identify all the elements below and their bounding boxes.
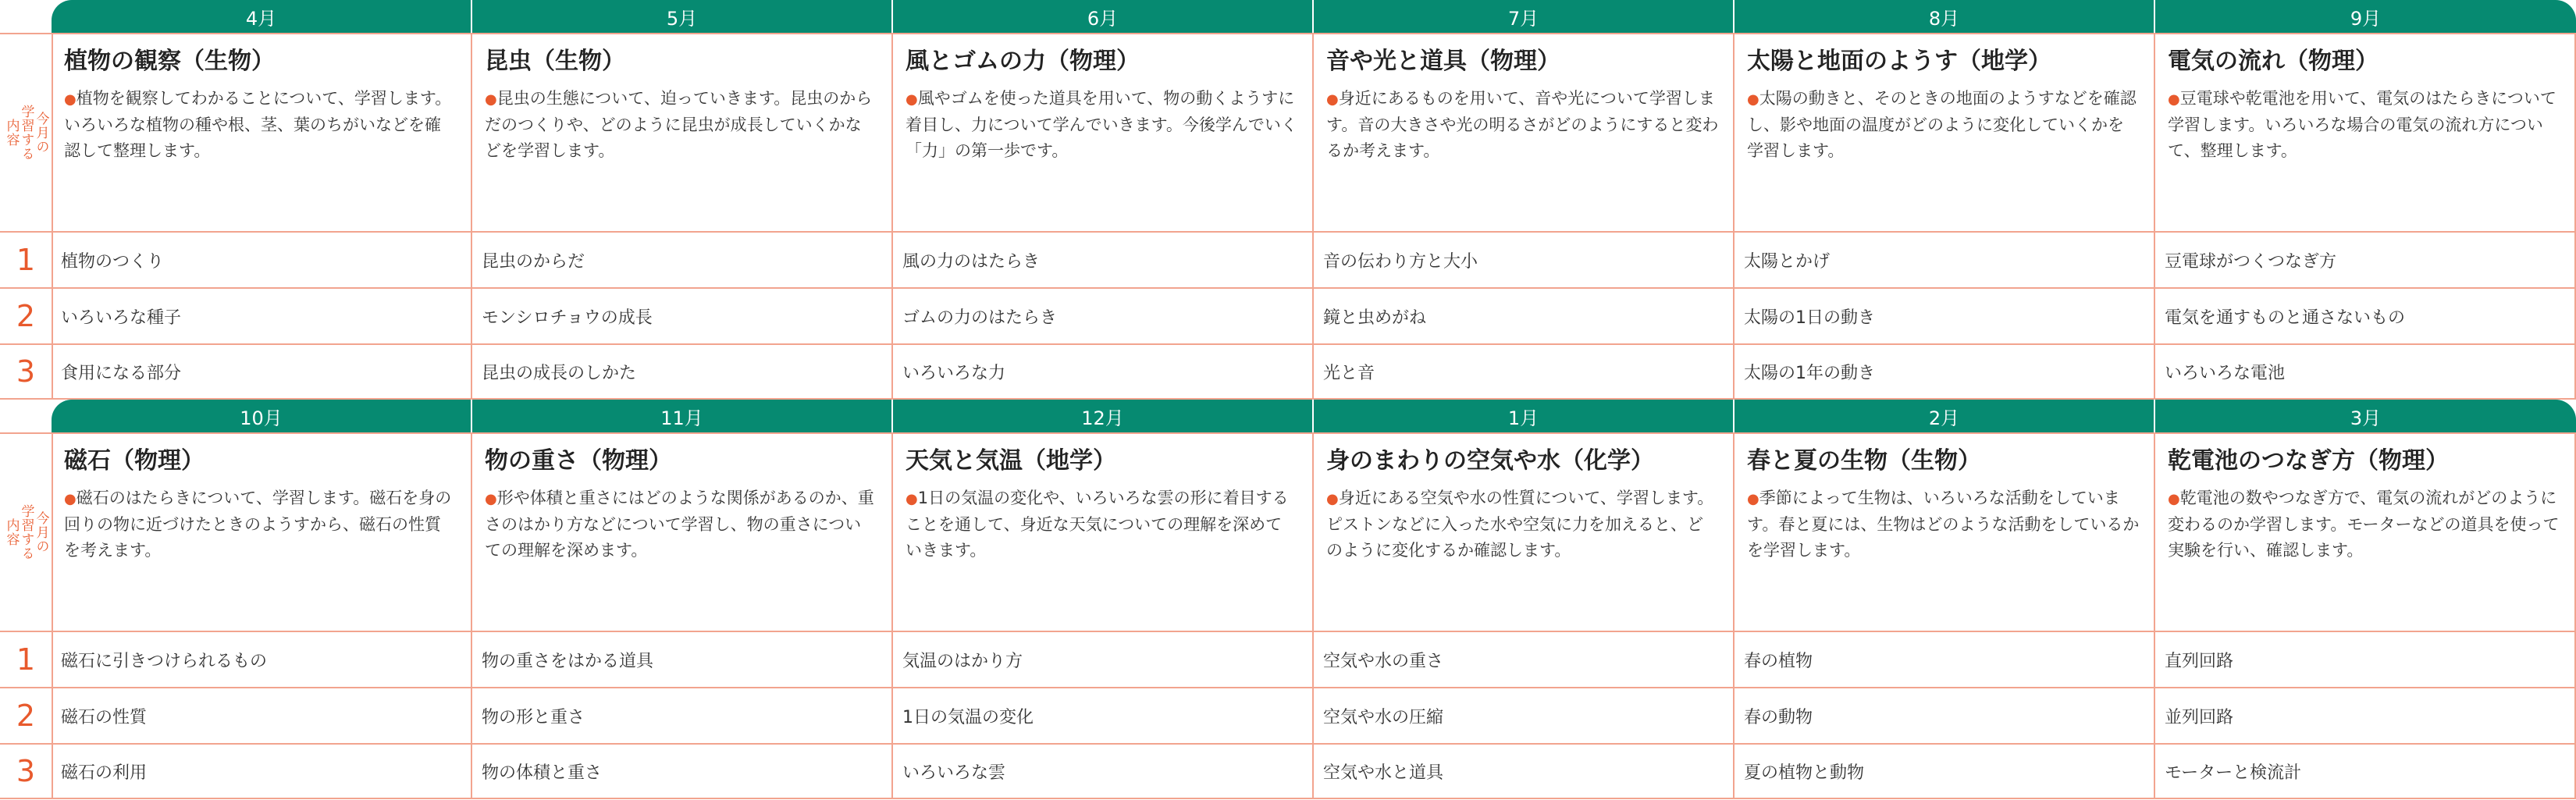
unit-description bbox=[2168, 86, 2560, 164]
unit-description-text: 太陽の動きと、そのときの地面のようすなどを確認し、影や地面の温度がどのように変化していくかを学習します。 bbox=[1747, 89, 2137, 160]
lesson-item: 直列回路 bbox=[2155, 632, 2576, 688]
month-content-cell bbox=[1735, 432, 2155, 632]
unit-description-text: 身近にあるものを用いて、音や光について学習します。音の大きさや光の明るさがどのようにすると変わるか考えます。 bbox=[1326, 89, 1719, 160]
unit-title: 昆虫（生物） bbox=[485, 48, 625, 75]
row-number: 3 bbox=[0, 745, 52, 799]
month-header: 1月 bbox=[1314, 400, 1735, 432]
unit-description-text: 形や体積と重さにはどのような関係があるのか、重さのはかり方などについて学習し、物の重さについての理解を深めます。 bbox=[485, 489, 874, 560]
month-content-cell bbox=[1314, 432, 1735, 632]
month-header: 11月 bbox=[472, 400, 893, 432]
row-label-column bbox=[0, 432, 53, 799]
month-header: 3月 bbox=[2350, 407, 2382, 429]
lesson-item: いろいろな力 bbox=[893, 345, 1314, 400]
month-content-cell bbox=[1735, 33, 2155, 233]
month-header: 7月 bbox=[1314, 0, 1735, 33]
lesson-item: モーターと検流計 bbox=[2155, 745, 2576, 799]
row-label-column bbox=[0, 33, 53, 400]
unit-title: 電気の流れ（物理） bbox=[2168, 48, 2379, 75]
unit-description bbox=[906, 86, 1298, 164]
bullet-icon: ● bbox=[906, 491, 918, 507]
lesson-item: 磁石の性質 bbox=[52, 688, 472, 745]
unit-title: 物の重さ（物理） bbox=[485, 447, 672, 475]
unit-description-text: 豆電球や乾電池を用いて、電気のはたらきについて学習します。いろいろな場合の電気の流れ方について、整理します。 bbox=[2168, 89, 2556, 160]
month-content-cell bbox=[52, 432, 472, 632]
bullet-icon: ● bbox=[2168, 491, 2180, 507]
bullet-icon: ● bbox=[1326, 491, 1339, 507]
bullet-icon: ● bbox=[485, 491, 497, 507]
content-row-label-text: 今月の 学習する 内容 bbox=[3, 105, 49, 161]
lesson-item: 電気を通すものと通さないもの bbox=[2155, 289, 2576, 345]
unit-title: 乾電池のつなぎ方（物理） bbox=[2168, 447, 2449, 475]
unit-description bbox=[1747, 485, 2140, 564]
row-number: 1 bbox=[0, 632, 52, 688]
bullet-icon: ● bbox=[1326, 91, 1339, 108]
lesson-item: 太陽の1年の動き bbox=[1735, 345, 2155, 400]
row-number: 3 bbox=[0, 345, 52, 400]
lesson-item: いろいろな雲 bbox=[893, 745, 1314, 799]
lesson-item: 鏡と虫めがね bbox=[1314, 289, 1735, 345]
unit-description bbox=[64, 485, 457, 564]
month-content-cell bbox=[472, 33, 893, 233]
unit-description-text: 1日の気温の変化や、いろいろな雲の形に着目することを通して、身近な天気についての理解を深めていきます。 bbox=[906, 489, 1289, 560]
month-header: 6月 bbox=[893, 0, 1314, 33]
month-header: 12月 bbox=[893, 400, 1314, 432]
lesson-item: 豆電球がつくつなぎ方 bbox=[2155, 233, 2576, 289]
bullet-icon: ● bbox=[1747, 491, 1759, 507]
unit-description bbox=[1326, 86, 1719, 164]
lesson-item: 食用になる部分 bbox=[52, 345, 472, 400]
lesson-item: 磁石に引きつけられるもの bbox=[52, 632, 472, 688]
lesson-item: 風の力のはたらき bbox=[893, 233, 1314, 289]
unit-title: 風とゴムの力（物理） bbox=[906, 48, 1140, 75]
unit-description-text: 磁石のはたらきについて、学習します。磁石を身の回りの物に近づけたときのようすから、磁石の性質を考えます。 bbox=[64, 489, 452, 560]
month-header: 9月 bbox=[2350, 7, 2382, 30]
lesson-item: モンシロチョウの成長 bbox=[472, 289, 893, 345]
bullet-icon: ● bbox=[906, 91, 918, 108]
row-number: 2 bbox=[0, 289, 52, 345]
month-header: 5月 bbox=[472, 0, 893, 33]
unit-title: 植物の観察（生物） bbox=[64, 48, 275, 75]
unit-title: 音や光と道具（物理） bbox=[1326, 48, 1560, 75]
bullet-icon: ● bbox=[2168, 91, 2180, 108]
lesson-item: 昆虫の成長のしかた bbox=[472, 345, 893, 400]
lesson-item: 物の体積と重さ bbox=[472, 745, 893, 799]
month-content-cell bbox=[472, 432, 893, 632]
lesson-item: 昆虫のからだ bbox=[472, 233, 893, 289]
lesson-item: 春の動物 bbox=[1735, 688, 2155, 745]
month-content-cell bbox=[52, 33, 472, 233]
lesson-item: 並列回路 bbox=[2155, 688, 2576, 745]
lesson-item: 物の重さをはかる道具 bbox=[472, 632, 893, 688]
lesson-item: いろいろな電池 bbox=[2155, 345, 2576, 400]
unit-description bbox=[485, 485, 877, 564]
unit-description bbox=[1747, 86, 2140, 164]
bullet-icon: ● bbox=[485, 91, 497, 108]
schedule-block-oct-mar bbox=[0, 400, 2576, 799]
lesson-item: 夏の植物と動物 bbox=[1735, 745, 2155, 799]
unit-description-text: 昆虫の生態について、迫っていきます。昆虫のからだのつくりや、どのように昆虫が成長していくかなどを学習します。 bbox=[485, 89, 873, 160]
unit-title: 太陽と地面のようす（地学） bbox=[1747, 48, 2051, 75]
month-header-bar bbox=[52, 400, 2576, 432]
lesson-item: 太陽の1日の動き bbox=[1735, 289, 2155, 345]
lesson-item: 光と音 bbox=[1314, 345, 1735, 400]
month-content-cell bbox=[2155, 33, 2576, 233]
lesson-item: 太陽とかげ bbox=[1735, 233, 2155, 289]
month-header-bar bbox=[52, 0, 2576, 33]
unit-description bbox=[64, 86, 457, 164]
lesson-item: ゴムの力のはたらき bbox=[893, 289, 1314, 345]
lesson-item: 春の植物 bbox=[1735, 632, 2155, 688]
unit-description bbox=[485, 86, 877, 164]
schedule-grid bbox=[52, 432, 2576, 799]
month-header: 4月 bbox=[52, 0, 472, 33]
content-row-label-text: 今月の 学習する 内容 bbox=[3, 504, 49, 560]
unit-description bbox=[2168, 485, 2560, 564]
content-row-label bbox=[0, 33, 52, 233]
unit-title: 天気と気温（地学） bbox=[906, 447, 1116, 475]
unit-title: 身のまわりの空気や水（化学） bbox=[1326, 447, 1654, 475]
unit-description-text: 乾電池の数やつなぎ方で、電気の流れがどのように変わるのか学習します。モーターなどの道具を使って実験を行い、確認します。 bbox=[2168, 489, 2560, 560]
lesson-item: 植物のつくり bbox=[52, 233, 472, 289]
bullet-icon: ● bbox=[1747, 91, 1759, 108]
lesson-item: 物の形と重さ bbox=[472, 688, 893, 745]
unit-description bbox=[1326, 485, 1719, 564]
unit-title: 磁石（物理） bbox=[64, 447, 205, 475]
unit-description-text: 季節によって生物は、いろいろな活動をしています。春と夏には、生物はどのような活動をしているかを学習します。 bbox=[1747, 489, 2140, 560]
content-row-label bbox=[0, 432, 52, 632]
lesson-item: 気温のはかり方 bbox=[893, 632, 1314, 688]
month-content-cell bbox=[1314, 33, 1735, 233]
month-content-cell bbox=[2155, 432, 2576, 632]
row-number: 1 bbox=[0, 233, 52, 289]
month-header: 8月 bbox=[1735, 0, 2155, 33]
lesson-item: 音の伝わり方と大小 bbox=[1314, 233, 1735, 289]
unit-description-text: 植物を観察してわかることについて、学習します。いろいろな植物の種や根、茎、葉のちがいなどを確認して整理します。 bbox=[64, 89, 452, 160]
lesson-item: 1日の気温の変化 bbox=[893, 688, 1314, 745]
month-content-cell bbox=[893, 432, 1314, 632]
unit-description-text: 風やゴムを使った道具を用いて、物の動くようすに着目し、力について学んでいきます。今後学んでいく「力」の第一歩です。 bbox=[906, 89, 1297, 160]
bullet-icon: ● bbox=[64, 491, 76, 507]
lesson-item: 空気や水の重さ bbox=[1314, 632, 1735, 688]
row-number: 2 bbox=[0, 688, 52, 745]
schedule-grid bbox=[52, 33, 2576, 400]
month-content-cell bbox=[893, 33, 1314, 233]
lesson-item: 磁石の利用 bbox=[52, 745, 472, 799]
unit-description-text: 身近にある空気や水の性質について、学習します。ピストンなどに入った水や空気に力を加えると、どのように変化するか確認します。 bbox=[1326, 489, 1714, 560]
lesson-item: 空気や水の圧縮 bbox=[1314, 688, 1735, 745]
lesson-item: いろいろな種子 bbox=[52, 289, 472, 345]
lesson-item: 空気や水と道具 bbox=[1314, 745, 1735, 799]
unit-title: 春と夏の生物（生物） bbox=[1747, 447, 1981, 475]
unit-description bbox=[906, 485, 1298, 564]
month-header: 2月 bbox=[1735, 400, 2155, 432]
bullet-icon: ● bbox=[64, 91, 76, 108]
month-header: 10月 bbox=[52, 400, 472, 432]
